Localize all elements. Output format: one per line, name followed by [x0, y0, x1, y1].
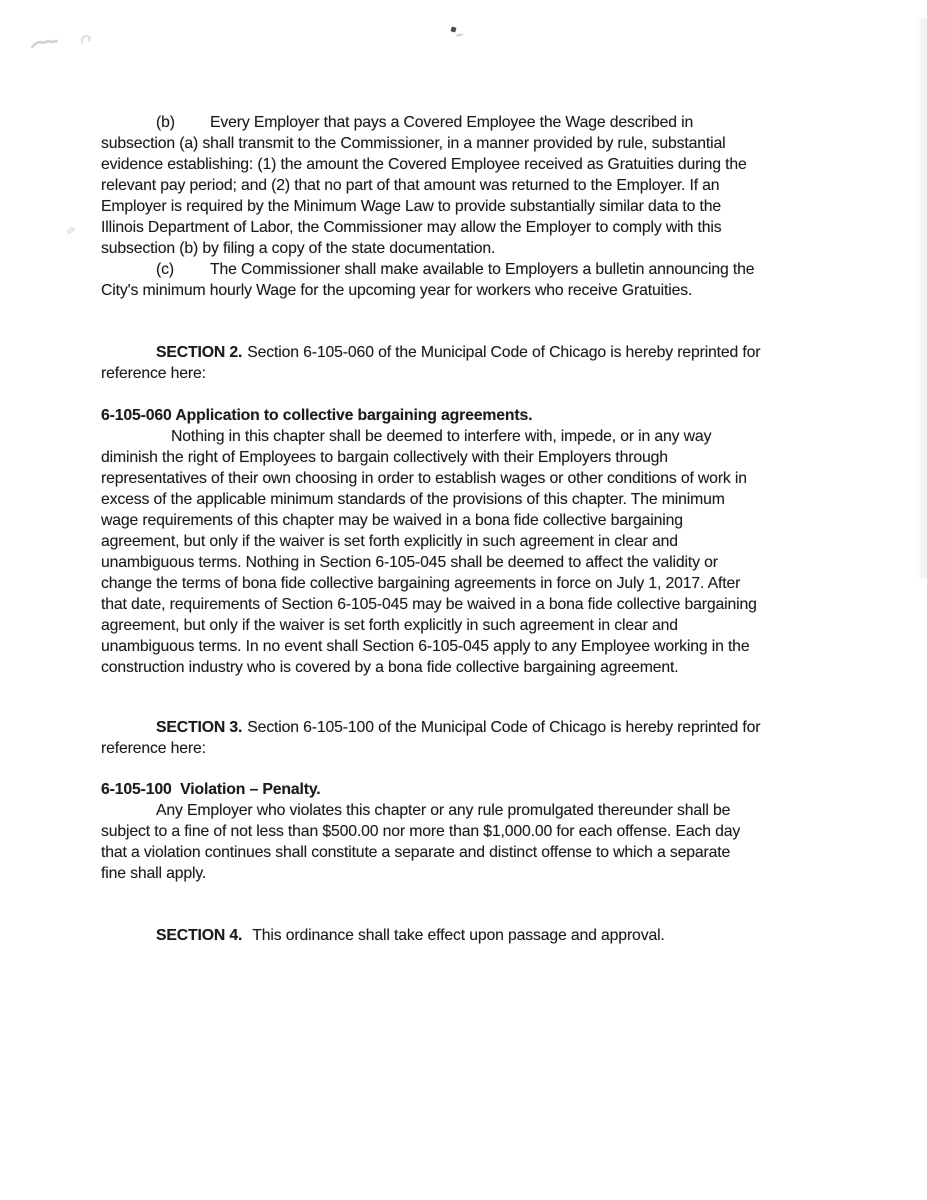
text-line: agreement, but only if the waiver is set forth explicitly in such agreement in clear and [101, 617, 678, 634]
text-segment: Section 6-105-100 of the Municipal Code of Chicago is hereby reprinted for [247, 719, 761, 736]
pencil-hook-artifact [79, 33, 93, 47]
text-line: Employer is required by the Minimum Wage Law to provide substantially similar data to the [101, 198, 721, 215]
text-line: wage requirements of this chapter may be waived in a bona fide collective bargaining [101, 512, 683, 529]
text-segment: Every Employer that pays a Covered Employee the Wage described in [210, 114, 694, 131]
text-line [101, 925, 861, 946]
subsection-marker: (b) [156, 114, 175, 131]
text-line [101, 259, 861, 280]
text-line: diminish the right of Employees to bargain collectively with their Employers through [101, 449, 668, 466]
text-line: reference here: [101, 365, 206, 382]
text-line: change the terms of bona fide collective bargaining agreements in force on July 1, 2017. After [101, 575, 741, 592]
section-3-paragraph [101, 717, 861, 759]
text-line [101, 342, 861, 363]
text-line: evidence establishing: (1) the amount the Covered Employee received as Gratuities during the [101, 156, 747, 173]
document-content [101, 112, 861, 946]
text-segment: Section 6-105-060 of the Municipal Code of Chicago is hereby reprinted for [247, 344, 761, 361]
text-segment: This ordinance shall take effect upon passage and approval. [252, 927, 665, 944]
heading-6-105-060: 6-105-060 Application to collective bargaining agreements. [101, 407, 533, 424]
section-4-paragraph [101, 925, 861, 946]
text-line: unambiguous terms. In no event shall Section 6-105-045 apply to any Employee working in the [101, 638, 750, 655]
section-label: SECTION 2. [156, 344, 243, 361]
paragraph-b [101, 112, 861, 259]
text-line: Nothing in this chapter shall be deemed to interfere with, impede, or in any way [171, 428, 712, 445]
text-segment: The Commissioner shall make available to Employers a bulletin announcing the [210, 261, 755, 278]
ink-speck-artifact [450, 26, 456, 32]
paragraph-6-105-100 [101, 800, 861, 884]
text-line: Illinois Department of Labor, the Commissioner may allow the Employer to comply with this [101, 219, 722, 236]
text-line: that a violation continues shall constitute a separate and distinct offense to which a separate [101, 844, 731, 861]
text-line [101, 717, 861, 738]
text-line: construction industry who is covered by a bona fide collective bargaining agreement. [101, 659, 679, 676]
text-line: subsection (b) by filing a copy of the state documentation. [101, 240, 496, 257]
text-line: representatives of their own choosing in order to establish wages or other conditions of work in [101, 470, 747, 487]
text-line: subsection (a) shall transmit to the Commissioner, in a manner provided by rule, substantial [101, 135, 726, 152]
text-line: that date, requirements of Section 6-105-045 may be waived in a bona fide collective bargaining [101, 596, 757, 613]
text-line: fine shall apply. [101, 865, 207, 882]
ink-speck-tail-artifact [456, 34, 463, 37]
pencil-smudge-artifact [31, 35, 59, 51]
paragraph-6-105-060 [101, 426, 861, 678]
text-line: reference here: [101, 740, 206, 757]
text-line: relevant pay period; and (2) that no part of that amount was returned to the Employer. If an [101, 177, 720, 194]
section-2-paragraph [101, 342, 861, 384]
section-label: SECTION 3. [156, 719, 243, 736]
margin-mark-artifact [66, 224, 78, 236]
paragraph-c [101, 259, 861, 301]
text-line: unambiguous terms. Nothing in Section 6-105-045 shall be deemed to affect the validity or [101, 554, 718, 571]
text-line: Any Employer who violates this chapter or any rule promulgated thereunder shall be [156, 802, 731, 819]
heading-6-105-100: 6-105-100 Violation – Penalty. [101, 781, 321, 798]
scan-edge-shadow [916, 18, 927, 578]
subsection-marker: (c) [156, 261, 174, 278]
text-line: City's minimum hourly Wage for the upcoming year for workers who receive Gratuities. [101, 282, 693, 299]
text-line: subject to a fine of not less than $500.00 nor more than $1,000.00 for each offense. Each day [101, 823, 741, 840]
text-line: agreement, but only if the waiver is set forth explicitly in such agreement in clear and [101, 533, 678, 550]
text-line [101, 112, 861, 133]
section-label: SECTION 4. [156, 927, 243, 944]
text-line: excess of the applicable minimum standards of the provisions of this chapter. The minimum [101, 491, 725, 508]
